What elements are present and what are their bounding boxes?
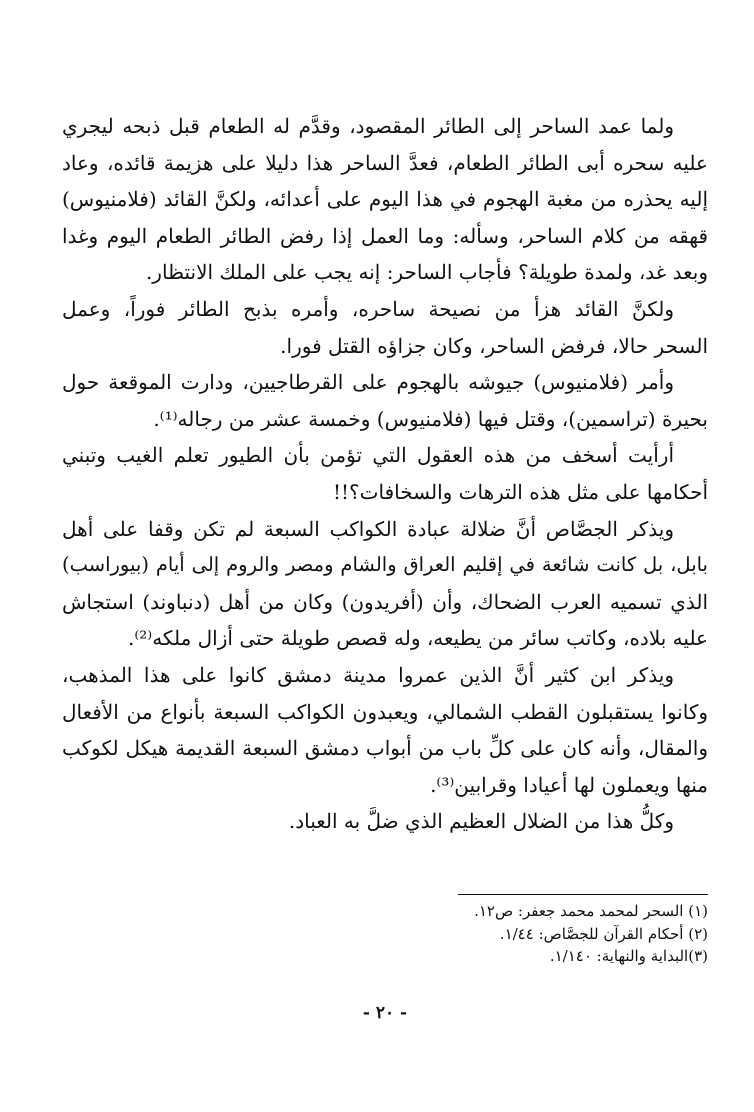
page-number: - ٢٠ - [362,1003,408,1023]
text-line: أرأيت أسخف من هذه العقول التي تؤمن بأن الطيور تعلم الغيب وتبني [62,443,674,468]
text-line: السحر حالا، فرفض الساحر، وكان جزاؤه القتل فورا. [280,333,708,358]
footnote: (١) السحر لمحمد محمد جعفر: ص١٢. [474,902,708,920]
text-line: بحيرة (تراسمين)، وقتل فيها (فلامنيوس) وخمسة عشر من رجاله⁽¹⁾. [153,406,708,431]
text-line: أحكامها على مثل هذه الترهات والسخافات؟!! [332,479,708,504]
text-line: والمقال، وأنه كان على كلِّ باب من أبواب دمشق السبعة القديمة هيكل لكوكب [62,736,708,761]
footnote-divider [458,894,708,895]
text-line: وكانوا يستقبلون القطب الشمالي، ويعبدون الكواكب السبعة بأنواع من الأفعال [62,699,708,724]
text-line: إليه يحذره من مغبة الهجوم في هذا اليوم على أعدائه، ولكنَّ القائد (فلامنيوس) [62,187,708,212]
text-line: ويذكر ابن كثير أنَّ الذين عمروا مدينة دمشق كانوا على هذا المذهب، [62,662,674,687]
text-line: وأمر (فلامنيوس) جيوشه بالهجوم على القرطاجيين، ودارت الموقعة حول [62,370,674,395]
body-text [62,108,708,840]
text-line: قهقه من كلام الساحر، وسأله: وما العمل إذا رفض الطائر الطعام اليوم وغدا [62,223,708,248]
text-line: بابل، بل كانت شائعة في إقليم العراق والشام ومصر والروم إلى أيام (بيوراسب) [62,553,708,577]
text-line: عليه سحره أبى الطائر الطعام، فعدَّ الساحر هذا دليلا على هزيمة قائده، وعاد [62,150,708,175]
text-line: ولكنَّ القائد هزأ من نصيحة ساحره، وأمره بذبح الطائر فوراً، وعمل [62,296,674,321]
text-line: الذي تسميه العرب الضحاك، وأن (أفريدون) وكان من أهل (دنباوند) استجاش [62,589,708,614]
footnotes [300,900,708,968]
footnote: (٣)البداية والنهاية: ١/١٤٠. [549,947,708,965]
text-line: عليه بلاده، وكاتب سائر من يطيعه، وله قصص طويلة حتى أزال ملكه⁽²⁾. [127,626,708,651]
text-line: ويذكر الجصَّاص أنَّ ضلالة عبادة الكواكب السبعة لم تكن وقفا على أهل [62,516,674,541]
text-line: ولما عمد الساحر إلى الطائر المقصود، وقدَّم له الطعام قبل ذبحه ليجري [62,114,674,138]
footnote: (٢) أحكام القرآن للجصَّاص: ١/٤٤. [499,924,708,943]
text-line: وكلُّ هذا من الضلال العظيم الذي ضلَّ به العباد. [288,809,674,834]
text-line: وبعد غد، ولمدة طويلة؟ فأجاب الساحر: إنه يجب على الملك الانتظار. [145,260,708,285]
text-line: منها ويعملون لها أعيادا وقرابين⁽³⁾. [430,772,708,797]
